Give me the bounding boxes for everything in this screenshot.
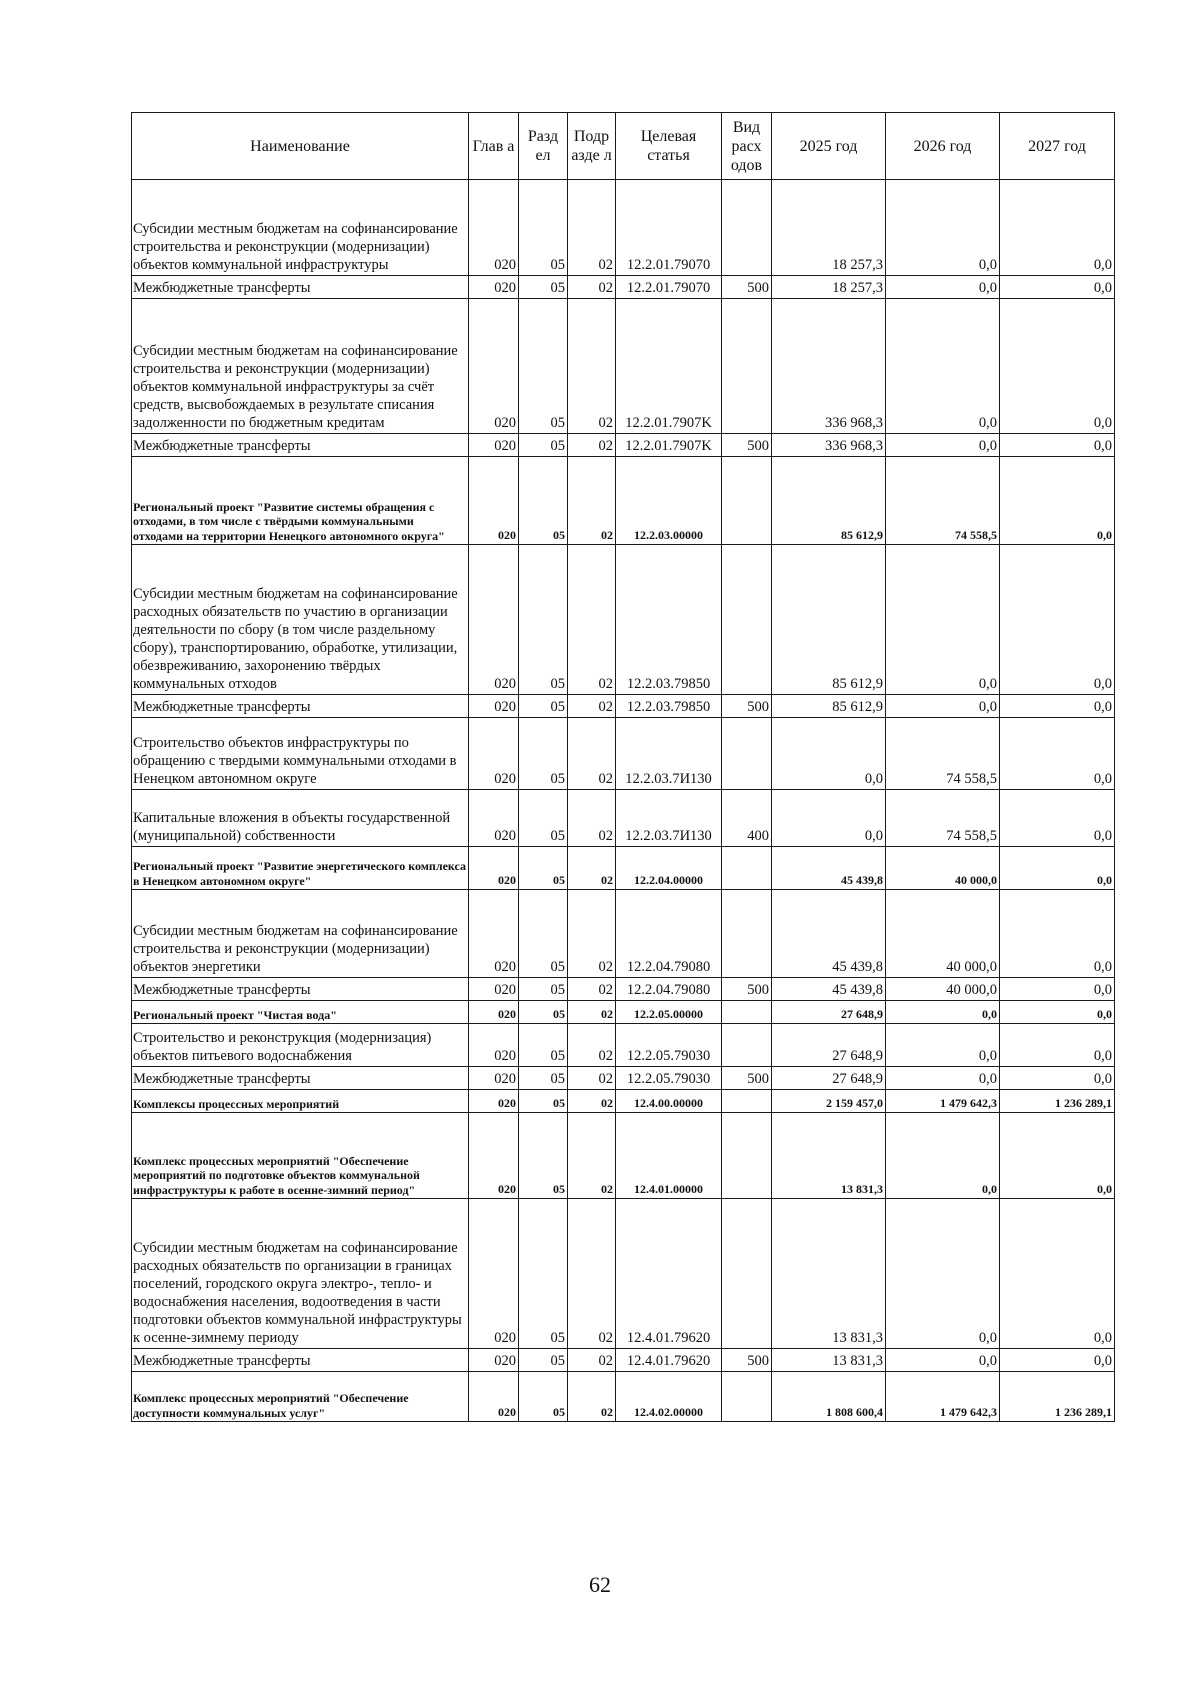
cell-2027: 0,0 [1000, 1001, 1115, 1024]
cell-2026: 74 558,5 [886, 457, 1000, 545]
table-row [132, 1349, 1115, 1372]
cell-vid-rashodov: 500 [722, 276, 772, 299]
cell-2025: 85 612,9 [772, 545, 886, 695]
cell-2025: 85 612,9 [772, 695, 886, 718]
cell-name: Субсидии местным бюджетам на софинансирование расходных обязательств по участию в организации деятельности по сбору (в том числе раздельному сбору), транспортированию, обработке, утилизации, обезвреживанию, захоронению твёрдых коммунальных отходов [132, 545, 469, 695]
cell-2026: 0,0 [886, 545, 1000, 695]
cell-name: Межбюджетные трансферты [132, 695, 469, 718]
cell-2025: 45 439,8 [772, 978, 886, 1001]
cell-glava: 020 [469, 1199, 519, 1349]
cell-2025: 85 612,9 [772, 457, 886, 545]
cell-2026: 40 000,0 [886, 890, 1000, 978]
cell-celevaya-statya: 12.4.00.00000 [616, 1090, 722, 1113]
cell-2027: 0,0 [1000, 545, 1115, 695]
cell-podrazdel: 02 [568, 790, 616, 847]
table-row [132, 434, 1115, 457]
cell-2025: 13 831,3 [772, 1349, 886, 1372]
cell-2027: 1 236 289,1 [1000, 1090, 1115, 1113]
cell-podrazdel: 02 [568, 1113, 616, 1199]
cell-vid-rashodov: 500 [722, 1067, 772, 1090]
cell-podrazdel: 02 [568, 1001, 616, 1024]
cell-glava: 020 [469, 545, 519, 695]
cell-glava: 020 [469, 790, 519, 847]
table-row [132, 457, 1115, 545]
cell-podrazdel: 02 [568, 718, 616, 790]
cell-name: Строительство и реконструкция (модернизация) объектов питьевого водоснабжения [132, 1024, 469, 1067]
cell-glava: 020 [469, 180, 519, 276]
cell-2026: 1 479 642,3 [886, 1372, 1000, 1422]
cell-2026: 0,0 [886, 1199, 1000, 1349]
cell-2026: 40 000,0 [886, 978, 1000, 1001]
page-number: 62 [589, 1572, 611, 1597]
cell-razdel: 05 [519, 1024, 568, 1067]
cell-2027: 0,0 [1000, 1349, 1115, 1372]
cell-glava: 020 [469, 695, 519, 718]
cell-name: Региональный проект "Развитие системы обращения с отходами, в том числе с твёрдыми коммунальными отходами на территории Ненецкого автономного округа" [132, 457, 469, 545]
cell-name: Субсидии местным бюджетам на софинансирование строительства и реконструкции (модернизации) объектов энергетики [132, 890, 469, 978]
cell-2027: 1 236 289,1 [1000, 1372, 1115, 1422]
cell-2027: 0,0 [1000, 718, 1115, 790]
cell-glava: 020 [469, 1001, 519, 1024]
cell-podrazdel: 02 [568, 1372, 616, 1422]
table-row [132, 1199, 1115, 1349]
cell-celevaya-statya: 12.2.01.7907K [616, 434, 722, 457]
cell-razdel: 05 [519, 978, 568, 1001]
cell-name: Межбюджетные трансферты [132, 1349, 469, 1372]
table-row [132, 299, 1115, 434]
cell-vid-rashodov [722, 180, 772, 276]
cell-vid-rashodov: 500 [722, 978, 772, 1001]
cell-2025: 2 159 457,0 [772, 1090, 886, 1113]
cell-2027: 0,0 [1000, 695, 1115, 718]
cell-glava: 020 [469, 457, 519, 545]
cell-celevaya-statya: 12.2.05.79030 [616, 1024, 722, 1067]
cell-glava: 020 [469, 434, 519, 457]
cell-2025: 27 648,9 [772, 1001, 886, 1024]
cell-podrazdel: 02 [568, 1090, 616, 1113]
header-2027: 2027 год [1000, 113, 1115, 180]
cell-celevaya-statya: 12.2.05.79030 [616, 1067, 722, 1090]
table-row [132, 545, 1115, 695]
cell-2027: 0,0 [1000, 1067, 1115, 1090]
cell-razdel: 05 [519, 180, 568, 276]
table-row [132, 1372, 1115, 1422]
cell-2025: 45 439,8 [772, 847, 886, 890]
cell-vid-rashodov: 500 [722, 434, 772, 457]
table-row [132, 180, 1115, 276]
cell-name: Строительство объектов инфраструктуры по обращению с твердыми коммунальными отходами в Ненецком автономном округе [132, 718, 469, 790]
cell-celevaya-statya: 12.4.02.00000 [616, 1372, 722, 1422]
cell-celevaya-statya: 12.2.03.79850 [616, 545, 722, 695]
cell-podrazdel: 02 [568, 457, 616, 545]
cell-celevaya-statya: 12.2.03.7И130 [616, 718, 722, 790]
cell-2027: 0,0 [1000, 276, 1115, 299]
cell-2027: 0,0 [1000, 790, 1115, 847]
cell-podrazdel: 02 [568, 1349, 616, 1372]
cell-razdel: 05 [519, 890, 568, 978]
cell-razdel: 05 [519, 457, 568, 545]
cell-2026: 0,0 [886, 180, 1000, 276]
table-row [132, 1024, 1115, 1067]
cell-razdel: 05 [519, 695, 568, 718]
cell-name: Субсидии местным бюджетам на софинансирование строительства и реконструкции (модернизации) объектов коммунальной инфраструктуры [132, 180, 469, 276]
cell-razdel: 05 [519, 1113, 568, 1199]
cell-2025: 0,0 [772, 790, 886, 847]
cell-2026: 0,0 [886, 1001, 1000, 1024]
cell-podrazdel: 02 [568, 1024, 616, 1067]
cell-2027: 0,0 [1000, 1113, 1115, 1199]
cell-2026: 0,0 [886, 276, 1000, 299]
cell-celevaya-statya: 12.2.01.7907K [616, 299, 722, 434]
table-row [132, 890, 1115, 978]
cell-2025: 1 808 600,4 [772, 1372, 886, 1422]
cell-2025: 18 257,3 [772, 276, 886, 299]
cell-vid-rashodov [722, 847, 772, 890]
cell-razdel: 05 [519, 1067, 568, 1090]
cell-glava: 020 [469, 276, 519, 299]
cell-podrazdel: 02 [568, 180, 616, 276]
cell-name: Субсидии местным бюджетам на софинансирование расходных обязательств по организации в границах поселений, городского округа электро-, тепло- и водоснабжения населения, водоотведения в части подготовки объектов коммунальной инфраструктуры к осенне-зимнему периоду [132, 1199, 469, 1349]
cell-celevaya-statya: 12.2.03.7И130 [616, 790, 722, 847]
table-row [132, 1067, 1115, 1090]
table-row [132, 1113, 1115, 1199]
table-body [132, 180, 1115, 1422]
cell-glava: 020 [469, 890, 519, 978]
cell-razdel: 05 [519, 1199, 568, 1349]
cell-2025: 13 831,3 [772, 1113, 886, 1199]
cell-vid-rashodov: 400 [722, 790, 772, 847]
cell-glava: 020 [469, 1024, 519, 1067]
cell-glava: 020 [469, 1113, 519, 1199]
table-row [132, 847, 1115, 890]
cell-razdel: 05 [519, 1349, 568, 1372]
budget-table [131, 112, 1115, 1422]
cell-glava: 020 [469, 1067, 519, 1090]
cell-razdel: 05 [519, 1001, 568, 1024]
table-header-row [132, 113, 1115, 180]
header-podr: Подр азде л [568, 113, 616, 180]
cell-celevaya-statya: 12.2.01.79070 [616, 180, 722, 276]
cell-2026: 74 558,5 [886, 790, 1000, 847]
table-row [132, 1090, 1115, 1113]
cell-glava: 020 [469, 1349, 519, 1372]
cell-2026: 74 558,5 [886, 718, 1000, 790]
cell-2025: 336 968,3 [772, 299, 886, 434]
cell-2026: 0,0 [886, 1067, 1000, 1090]
cell-celevaya-statya: 12.2.04.00000 [616, 847, 722, 890]
cell-2027: 0,0 [1000, 1199, 1115, 1349]
cell-name: Капитальные вложения в объекты государственной (муниципальной) собственности [132, 790, 469, 847]
cell-razdel: 05 [519, 1372, 568, 1422]
table-row [132, 276, 1115, 299]
cell-2025: 336 968,3 [772, 434, 886, 457]
cell-vid-rashodov [722, 299, 772, 434]
cell-2027: 0,0 [1000, 890, 1115, 978]
cell-2026: 0,0 [886, 1113, 1000, 1199]
cell-razdel: 05 [519, 434, 568, 457]
cell-2026: 0,0 [886, 695, 1000, 718]
cell-2027: 0,0 [1000, 299, 1115, 434]
cell-glava: 020 [469, 299, 519, 434]
cell-2026: 0,0 [886, 434, 1000, 457]
cell-2027: 0,0 [1000, 978, 1115, 1001]
cell-2025: 45 439,8 [772, 890, 886, 978]
cell-2026: 0,0 [886, 1024, 1000, 1067]
cell-name: Межбюджетные трансферты [132, 276, 469, 299]
cell-2027: 0,0 [1000, 1024, 1115, 1067]
header-glav: Глав а [469, 113, 519, 180]
cell-vid-rashodov [722, 1199, 772, 1349]
cell-celevaya-statya: 12.4.01.79620 [616, 1349, 722, 1372]
cell-podrazdel: 02 [568, 1199, 616, 1349]
cell-2027: 0,0 [1000, 180, 1115, 276]
cell-razdel: 05 [519, 847, 568, 890]
cell-2027: 0,0 [1000, 847, 1115, 890]
cell-vid-rashodov [722, 545, 772, 695]
cell-vid-rashodov [722, 718, 772, 790]
table-row [132, 978, 1115, 1001]
cell-2025: 27 648,9 [772, 1024, 886, 1067]
cell-podrazdel: 02 [568, 434, 616, 457]
cell-2025: 13 831,3 [772, 1199, 886, 1349]
cell-name: Комплекс процессных мероприятий "Обеспечение доступности коммунальных услуг" [132, 1372, 469, 1422]
header-razd: Разд ел [519, 113, 568, 180]
cell-2025: 0,0 [772, 718, 886, 790]
cell-name: Межбюджетные трансферты [132, 978, 469, 1001]
cell-vid-rashodov [722, 890, 772, 978]
cell-podrazdel: 02 [568, 276, 616, 299]
cell-vid-rashodov [722, 1372, 772, 1422]
cell-name: Региональный проект "Чистая вода" [132, 1001, 469, 1024]
cell-vid-rashodov [722, 1090, 772, 1113]
cell-name: Межбюджетные трансферты [132, 1067, 469, 1090]
cell-vid-rashodov: 500 [722, 695, 772, 718]
cell-podrazdel: 02 [568, 847, 616, 890]
cell-2026: 0,0 [886, 299, 1000, 434]
cell-2026: 0,0 [886, 1349, 1000, 1372]
cell-name: Региональный проект "Развитие энергетического комплекса в Ненецком автономном округе" [132, 847, 469, 890]
table-row [132, 695, 1115, 718]
cell-razdel: 05 [519, 718, 568, 790]
cell-2027: 0,0 [1000, 457, 1115, 545]
cell-celevaya-statya: 12.2.05.00000 [616, 1001, 722, 1024]
cell-2026: 40 000,0 [886, 847, 1000, 890]
cell-vid-rashodov: 500 [722, 1349, 772, 1372]
cell-glava: 020 [469, 1090, 519, 1113]
header-name: Наименование [132, 113, 469, 180]
cell-podrazdel: 02 [568, 978, 616, 1001]
cell-celevaya-statya: 12.4.01.00000 [616, 1113, 722, 1199]
header-celevaya-statya: Целевая статья [616, 113, 722, 180]
cell-name: Комплексы процессных мероприятий [132, 1090, 469, 1113]
cell-glava: 020 [469, 718, 519, 790]
cell-name: Субсидии местным бюджетам на софинансирование строительства и реконструкции (модернизации) объектов коммунальной инфраструктуры за счёт средств, высвобождаемых в результате списания задолженности по бюджетным кредитам [132, 299, 469, 434]
header-2025: 2025 год [772, 113, 886, 180]
cell-glava: 020 [469, 978, 519, 1001]
cell-razdel: 05 [519, 545, 568, 695]
cell-2027: 0,0 [1000, 434, 1115, 457]
cell-name: Межбюджетные трансферты [132, 434, 469, 457]
cell-podrazdel: 02 [568, 299, 616, 434]
cell-2025: 27 648,9 [772, 1067, 886, 1090]
cell-vid-rashodov [722, 1113, 772, 1199]
cell-celevaya-statya: 12.2.01.79070 [616, 276, 722, 299]
cell-2026: 1 479 642,3 [886, 1090, 1000, 1113]
header-2026: 2026 год [886, 113, 1000, 180]
cell-razdel: 05 [519, 1090, 568, 1113]
cell-razdel: 05 [519, 790, 568, 847]
cell-glava: 020 [469, 847, 519, 890]
header-vid-rashodov: Вид расх одов [722, 113, 772, 180]
cell-celevaya-statya: 12.2.04.79080 [616, 890, 722, 978]
cell-podrazdel: 02 [568, 890, 616, 978]
table-row [132, 718, 1115, 790]
cell-vid-rashodov [722, 1024, 772, 1067]
cell-celevaya-statya: 12.2.03.79850 [616, 695, 722, 718]
cell-podrazdel: 02 [568, 695, 616, 718]
cell-podrazdel: 02 [568, 1067, 616, 1090]
table-row [132, 790, 1115, 847]
cell-celevaya-statya: 12.4.01.79620 [616, 1199, 722, 1349]
cell-celevaya-statya: 12.2.04.79080 [616, 978, 722, 1001]
cell-glava: 020 [469, 1372, 519, 1422]
table-row [132, 1001, 1115, 1024]
cell-vid-rashodov [722, 1001, 772, 1024]
cell-name: Комплекс процессных мероприятий "Обеспечение мероприятий по подготовке объектов коммунальной инфраструктуры к работе в осенне-зимний период" [132, 1113, 469, 1199]
cell-podrazdel: 02 [568, 545, 616, 695]
cell-vid-rashodov [722, 457, 772, 545]
cell-razdel: 05 [519, 276, 568, 299]
cell-celevaya-statya: 12.2.03.00000 [616, 457, 722, 545]
cell-razdel: 05 [519, 299, 568, 434]
cell-2025: 18 257,3 [772, 180, 886, 276]
